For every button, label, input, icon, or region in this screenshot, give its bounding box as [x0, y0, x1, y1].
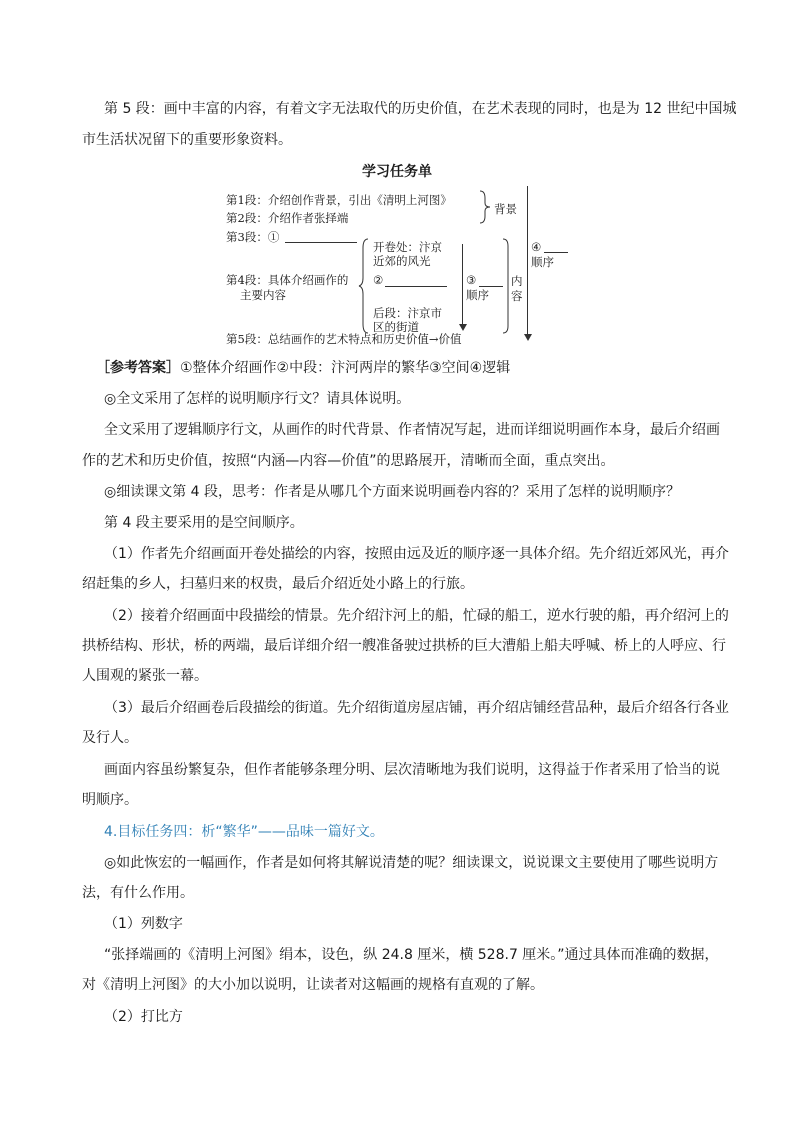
content-char-2: 容	[511, 289, 523, 303]
question-2: ◎细读课文第 4 段，思考：作者是从哪几个方面来说明画卷内容的？采用了怎样的说明顺序？	[104, 484, 681, 500]
method-2-heading: （2）打比方	[104, 1009, 183, 1025]
blank-1-line	[285, 242, 357, 243]
method-1-heading: （1）列数字	[104, 916, 183, 932]
question-3-line2: 法，有什么作用。	[82, 885, 194, 901]
blank-3-line	[479, 286, 503, 287]
blank-2-line	[385, 286, 447, 287]
task-4-heading: 4.目标任务四：析“繁华”——品味一篇好文。	[104, 824, 384, 840]
order4-label: 顺序	[531, 255, 554, 269]
diagram-row-4b: 主要内容	[240, 288, 286, 302]
item-1-line2: 绍赶集的乡人，扫墓归来的权贵，最后介绍近处小路上的行旅。	[82, 576, 474, 592]
summary-line1: 画面内容虽纷繁复杂，但作者能够条理分明、层次清晰地为我们说明，这得益于作者采用了恰当的说	[104, 762, 720, 778]
question-1: ◎全文采用了怎样的说明顺序行文？请具体说明。	[104, 391, 411, 407]
start-section-line2: 近郊的风光	[373, 254, 431, 268]
item-3-line1: （3）最后介绍画卷后段描绘的街道。先介绍街道房屋店铺，再介绍店铺经营品种，最后介绍各行各业	[104, 700, 729, 716]
reference-answer	[96, 358, 510, 378]
diagram-row-5: 第5段：总结画作的艺术特点和历史价值→价值	[226, 332, 462, 346]
content-char-1: 内	[511, 274, 523, 288]
paragraph4-brace	[358, 238, 370, 334]
order3-label: 顺序	[466, 288, 489, 302]
item-3-line2: 及行人。	[82, 730, 138, 746]
diagram-row-2: 第2段：介绍作者张择端	[226, 211, 349, 225]
order4-arrow-head	[524, 334, 532, 341]
item-2-line3: 人围观的紧张一幕。	[82, 668, 208, 684]
summary-line2: 明顺序。	[82, 792, 138, 808]
background-brace	[478, 190, 492, 224]
answer-1-line2: 作的艺术和历史价值，按照“内涵—内容—价值”的思路展开，清晰而全面，重点突出。	[82, 453, 615, 469]
question-3-line1: ◎如此恢宏的一幅画作，作者是如何将其解说清楚的呢？细读课文，说说课文主要使用了哪些说明方	[104, 855, 719, 871]
order3-mark: ③	[466, 273, 477, 287]
para5-line1: 第 5 段：画中丰富的内容，有着文字无法取代的历史价值，在艺术表现的同时，也是为 12 世纪中国城	[104, 101, 737, 117]
para5-line2: 市生活状况留下的重要形象资料。	[82, 132, 292, 148]
answer-2: 第 4 段主要采用的是空间顺序。	[104, 515, 304, 531]
answer-1-line1: 全文采用了逻辑顺序行文，从画作的时代背景、作者情况写起，进而详细说明画作本身，最后介绍画	[104, 422, 720, 438]
diagram-row-1: 第1段：介绍创作背景，引出《清明上河图》	[226, 193, 452, 207]
order4-mark: ④	[531, 240, 542, 254]
task-sheet-title: 学习任务单	[362, 164, 432, 180]
start-section-line1: 开卷处：汴京	[373, 240, 442, 254]
end-section-line1: 后段：汴京市	[373, 306, 442, 320]
method-1-line2: 对《清明上河图》的大小加以说明，让读者对这幅画的规格有直观的了解。	[82, 977, 544, 993]
diagram-row-3: 第3段：①	[226, 230, 280, 244]
blank-4-line	[544, 252, 568, 253]
middle-section-mark: ②	[373, 273, 384, 287]
background-label: 背景	[494, 202, 517, 216]
item-2-line2: 拱桥结构、形状，桥的两端，最后详细介绍一艘准备驶过拱桥的巨大漕船上船夫呼喊、桥上的人呼应、行	[82, 638, 726, 654]
item-1-line1: （1）作者先介绍画面开卷处描绘的内容，按照由远及近的顺序逐一具体介绍。先介绍近郊风光，再介	[104, 546, 729, 562]
item-2-line1: （2）接着介绍画面中段描绘的情景。先介绍汴河上的船，忙碌的船工，逆水行驶的船，再介绍河上的	[104, 608, 729, 624]
diagram-row-4a: 第4段：具体介绍画作的	[226, 273, 349, 287]
order3-arrow-line	[462, 244, 463, 326]
end-section-line2: 区的街道	[373, 320, 419, 334]
answer-label: ［参考答案］	[96, 360, 180, 376]
order3-arrow-head	[459, 324, 467, 331]
order4-arrow-line	[527, 186, 528, 336]
method-1-line1: “张择端画的《清明上河图》绢本，设色，纵 24.8 厘米，横 528.7 厘米。”通过具体而准确的数据，	[104, 947, 719, 963]
answer-text: ①整体介绍画作②中段：汴河两岸的繁华③空间④逻辑	[180, 360, 511, 376]
